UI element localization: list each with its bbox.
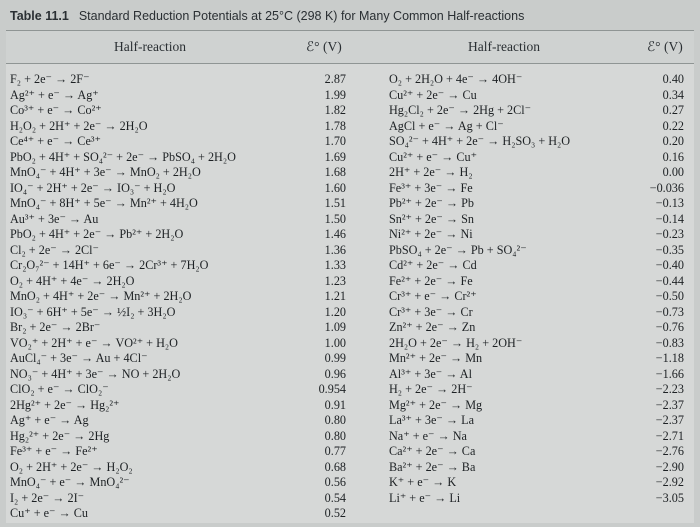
- potential-cell: 1.99: [324, 87, 346, 102]
- potential-cell: −0.14: [655, 211, 684, 226]
- potential-cell: 0.96: [324, 366, 346, 381]
- potential-cell: 0.20: [662, 134, 684, 148]
- half-reaction-cell: Cu²⁺ + 2e⁻ → Cu: [389, 87, 477, 102]
- half-reaction-cell: Zn²⁺ + 2e⁻ → Zn: [389, 320, 476, 334]
- table-caption: [10, 6, 524, 26]
- potential-cell: −2.37: [655, 397, 684, 412]
- potential-cell: 0.40: [662, 72, 684, 86]
- half-reaction-cell: Ag⁺ + e⁻ → Ag: [10, 413, 89, 427]
- half-reaction-cell: Na⁺ + e⁻ → Na: [389, 428, 467, 443]
- half-reaction-cell: SO₄²⁻ + 4H⁺ + 2e⁻ → H₂SO₃ + H₂O: [389, 134, 571, 148]
- half-reaction-cell: I₂ + 2e⁻ → 2I⁻: [10, 490, 85, 505]
- half-reaction-cell: La³⁺ + 3e⁻ → La: [389, 413, 474, 427]
- half-reaction-cell: Cr³⁺ + 3e⁻ → Cr: [389, 304, 473, 319]
- half-reaction-cell: Hg₂Cl₂ + 2e⁻ → 2Hg + 2Cl⁻: [389, 103, 532, 117]
- half-reaction-cell: Mn²⁺ + 2e⁻ → Mn: [389, 351, 483, 365]
- potential-cell: 1.20: [324, 304, 346, 319]
- potential-cell: −0.50: [655, 289, 684, 303]
- half-reaction-cell: MnO₄⁻ + 8H⁺ + 5e⁻ → Mn²⁺ + 4H₂O: [10, 196, 198, 210]
- potential-cell: −2.37: [655, 413, 684, 427]
- half-reaction-cell: Ni²⁺ + 2e⁻ → Ni: [389, 227, 473, 241]
- potential-cell: 0.68: [324, 459, 346, 474]
- half-reaction-cell: PbO₂ + 4H⁺ + 2e⁻ → Pb²⁺ + 2H₂O: [10, 227, 184, 241]
- half-reaction-cell: NO₃⁻ + 4H⁺ + 3e⁻ → NO + 2H₂O: [10, 366, 181, 381]
- half-reaction-cell: 2H⁺ + 2e⁻ → H₂: [389, 165, 473, 179]
- header-potential-right: ℰ° (V): [647, 39, 683, 54]
- potential-cell: 1.36: [324, 242, 346, 257]
- half-reaction-cell: Ce⁴⁺ + e⁻ → Ce³⁺: [10, 134, 101, 148]
- potential-cell: 0.22: [662, 118, 684, 133]
- table-title: Standard Reduction Potentials at 25°C (298 K) for Many Common Half-reactions: [78, 9, 525, 23]
- half-reaction-cell: IO₃⁻ + 6H⁺ + 5e⁻ → ½I₂ + 3H₂O: [10, 304, 176, 319]
- potential-cell: 0.80: [324, 413, 346, 427]
- half-reaction-cell: Hg₂²⁺ + 2e⁻ → 2Hg: [10, 428, 110, 443]
- potential-cell: 0.80: [324, 428, 346, 443]
- potential-cell: −0.13: [655, 196, 684, 210]
- potential-cell: 0.00: [662, 165, 684, 179]
- potential-cell: 1.70: [324, 134, 346, 148]
- half-reaction-cell: MnO₂ + 4H⁺ + 2e⁻ → Mn²⁺ + 2H₂O: [10, 289, 192, 303]
- half-reaction-cell: Cl₂ + 2e⁻ → 2Cl⁻: [10, 242, 99, 257]
- half-reaction-cell: H₂ + 2e⁻ → 2H⁻: [389, 382, 473, 396]
- half-reaction-cell: AuCl₄⁻ + 3e⁻ → Au + 4Cl⁻: [10, 351, 148, 365]
- potential-cell: −0.036: [649, 180, 684, 195]
- potential-cell: −0.83: [655, 335, 684, 350]
- half-reaction-cell: MnO₄⁻ + e⁻ → MnO₄²⁻: [10, 475, 130, 489]
- half-reaction-cell: Cr₂O₇²⁻ + 14H⁺ + 6e⁻ → 2Cr³⁺ + 7H₂O: [10, 258, 209, 272]
- potential-cell: −0.40: [655, 258, 684, 272]
- potential-cell: −3.05: [655, 490, 684, 505]
- potential-cell: 0.91: [324, 397, 346, 412]
- potential-cell: −0.73: [655, 304, 684, 319]
- potential-cell: 1.00: [324, 335, 346, 350]
- half-reaction-cell: Cu⁺ + e⁻ → Cu: [10, 506, 88, 520]
- potential-cell: −0.76: [655, 320, 684, 334]
- half-reaction-cell: VO₂⁺ + 2H⁺ + e⁻ → VO²⁺ + H₂O: [10, 335, 178, 350]
- potential-cell: 0.52: [324, 506, 346, 520]
- half-reaction-cell: Au³⁺ + 3e⁻ → Au: [10, 211, 99, 226]
- potential-cell: 1.09: [324, 320, 346, 334]
- half-reaction-cell: PbSO₄ + 2e⁻ → Pb + SO₄²⁻: [389, 242, 527, 257]
- half-reaction-cell: Cu²⁺ + e⁻ → Cu⁺: [389, 149, 478, 164]
- potential-cell: 1.51: [324, 196, 346, 210]
- potential-cell: −2.92: [655, 475, 684, 489]
- half-reaction-cell: K⁺ + e⁻ → K: [389, 475, 457, 489]
- header-half-reaction-left: Half-reaction: [114, 39, 186, 54]
- potential-cell: 1.23: [324, 273, 346, 288]
- potential-cell: 1.78: [324, 118, 346, 133]
- half-reaction-cell: Br₂ + 2e⁻ → 2Br⁻: [10, 320, 101, 334]
- potential-cell: −2.23: [655, 382, 684, 396]
- half-reaction-cell: AgCl + e⁻ → Ag + Cl⁻: [389, 118, 504, 133]
- potential-cell: 0.954: [318, 382, 346, 396]
- potential-cell: −0.23: [655, 227, 684, 241]
- header-half-reaction-right: Half-reaction: [468, 39, 540, 54]
- half-reaction-cell: ClO₂ + e⁻ → ClO₂⁻: [10, 382, 109, 396]
- half-reaction-cell: Fe³⁺ + 3e⁻ → Fe: [389, 180, 473, 195]
- header-potential-left: ℰ° (V): [306, 39, 342, 54]
- potential-cell: −2.71: [655, 428, 684, 443]
- half-reaction-cell: Al³⁺ + 3e⁻ → Al: [389, 366, 472, 381]
- potential-cell: −1.18: [655, 351, 684, 365]
- potential-cell: 0.77: [324, 444, 346, 458]
- half-reaction-cell: 2H₂O + 2e⁻ → H₂ + 2OH⁻: [389, 335, 523, 350]
- potential-cell: 0.56: [324, 475, 346, 489]
- half-reaction-cell: Ca²⁺ + 2e⁻ → Ca: [389, 444, 476, 458]
- half-reaction-cell: Co³⁺ + e⁻ → Co²⁺: [10, 103, 102, 117]
- half-reaction-cell: Fe²⁺ + 2e⁻ → Fe: [389, 273, 473, 288]
- potential-cell: 1.68: [324, 165, 346, 179]
- potential-cell: 1.60: [324, 180, 346, 195]
- table-header-row: [6, 31, 694, 64]
- potential-cell: 1.21: [324, 289, 346, 303]
- half-reaction-cell: Mg²⁺ + 2e⁻ → Mg: [389, 397, 483, 412]
- half-reaction-cell: O₂ + 4H⁺ + 4e⁻ → 2H₂O: [10, 273, 135, 288]
- half-reaction-cell: Ag²⁺ + e⁻ → Ag⁺: [10, 87, 99, 102]
- half-reaction-cell: F₂ + 2e⁻ → 2F⁻: [10, 72, 90, 86]
- potential-cell: −0.44: [655, 273, 684, 288]
- half-reaction-cell: Sn²⁺ + 2e⁻ → Sn: [389, 211, 475, 226]
- half-reaction-cell: Cd²⁺ + 2e⁻ → Cd: [389, 258, 477, 272]
- half-reaction-cell: Fe³⁺ + e⁻ → Fe²⁺: [10, 444, 98, 458]
- potential-cell: 0.99: [324, 351, 346, 365]
- table-number: Table 11.1: [10, 9, 69, 23]
- potential-cell: 0.34: [662, 87, 684, 102]
- potential-cell: −2.76: [655, 444, 684, 458]
- potential-cell: −1.66: [655, 366, 684, 381]
- potential-cell: −0.35: [655, 242, 684, 257]
- half-reaction-cell: Li⁺ + e⁻ → Li: [389, 490, 461, 505]
- potential-cell: 1.69: [324, 149, 346, 164]
- half-reaction-cell: Ba²⁺ + 2e⁻ → Ba: [389, 459, 476, 474]
- half-reaction-cell: O₂ + 2H₂O + 4e⁻ → 4OH⁻: [389, 72, 523, 86]
- half-reaction-cell: H₂O₂ + 2H⁺ + 2e⁻ → 2H₂O: [10, 118, 148, 133]
- potential-cell: 1.33: [324, 258, 346, 272]
- half-reaction-cell: Pb²⁺ + 2e⁻ → Pb: [389, 196, 475, 210]
- half-reaction-cell: O₂ + 2H⁺ + 2e⁻ → H₂O₂: [10, 459, 133, 474]
- potential-cell: 1.50: [324, 211, 346, 226]
- half-reaction-cell: 2Hg²⁺ + 2e⁻ → Hg₂²⁺: [10, 397, 120, 412]
- potential-cell: 1.46: [324, 227, 346, 241]
- potential-cell: 2.87: [324, 72, 346, 86]
- potential-cell: 0.54: [324, 490, 346, 505]
- half-reaction-cell: MnO₄⁻ + 4H⁺ + 3e⁻ → MnO₂ + 2H₂O: [10, 165, 201, 179]
- potential-cell: −2.90: [655, 459, 684, 474]
- half-reaction-cell: PbO₂ + 4H⁺ + SO₄²⁻ + 2e⁻ → PbSO₄ + 2H₂O: [10, 149, 236, 164]
- potential-cell: 0.16: [662, 149, 684, 164]
- reduction-potentials-table: [6, 30, 694, 523]
- half-reaction-cell: Cr³⁺ + e⁻ → Cr²⁺: [389, 289, 477, 303]
- half-reaction-cell: IO₄⁻ + 2H⁺ + 2e⁻ → IO₃⁻ + H₂O: [10, 180, 176, 195]
- potential-cell: 0.27: [662, 103, 684, 117]
- potential-cell: 1.82: [324, 103, 346, 117]
